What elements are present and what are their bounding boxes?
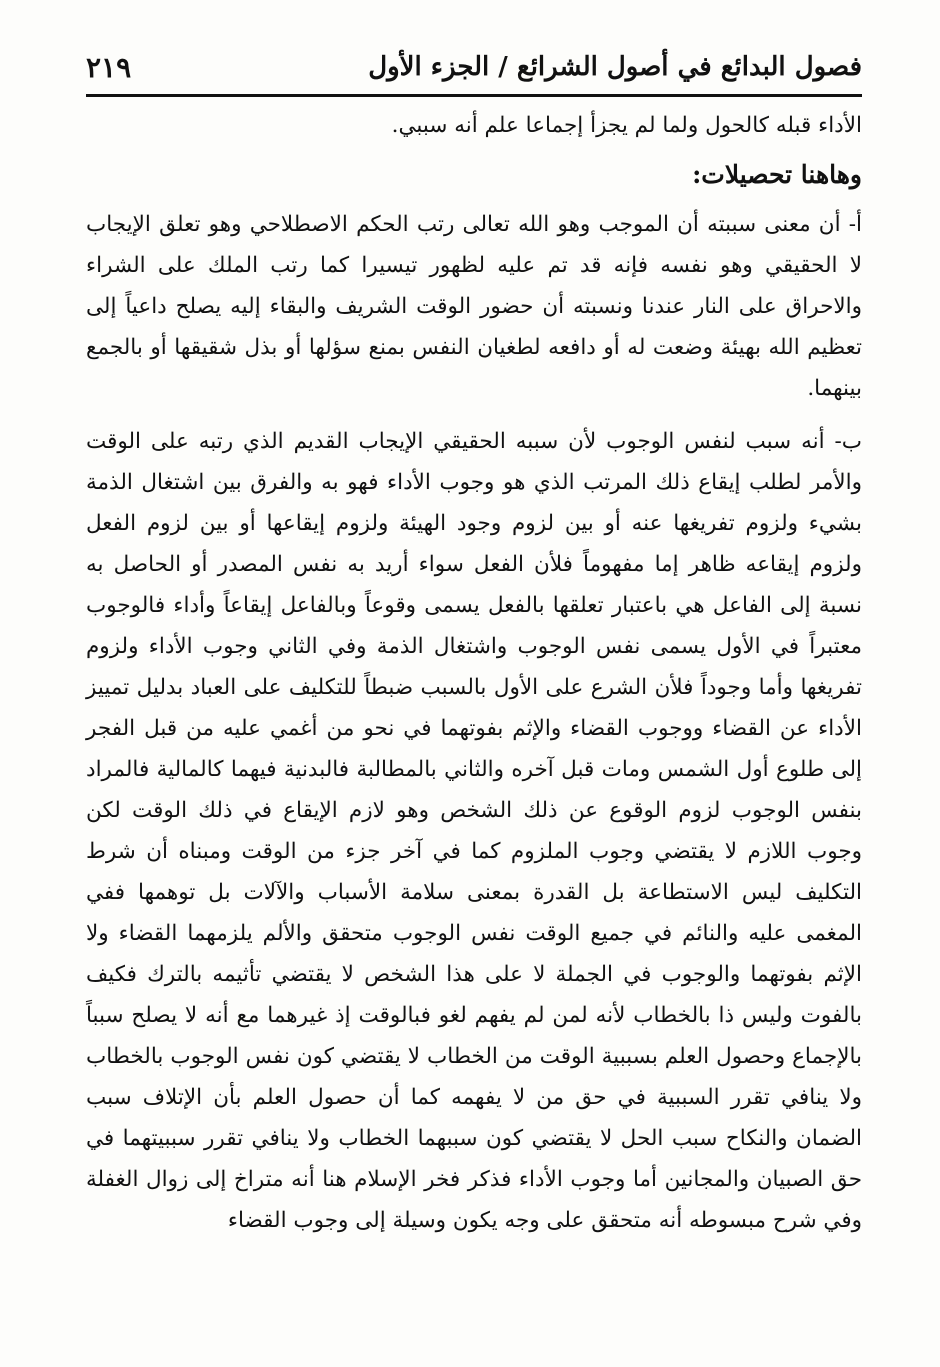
intro-line: الأداء قبله كالحول ولما لم يجزأ إجماعا علم أنه سببي. <box>391 113 862 138</box>
header-rule <box>86 94 862 97</box>
section-heading: وهاهنا تحصيلات: <box>692 160 862 189</box>
paragraph-a: أ- أن معنى سببته أن الموجب وهو الله تعالى رتب الحكم الاصطلاحي وهو تعلق الإيجاب لا الحقيقي وهو نفسه فإنه قد تم عليه لظهور تيسيرا كما رتب الملك على الشراء والاحراق على النار عندنا ونسبته أن حضور الوقت الشريف والبقاء إليه يصلح داعياً إلى تعظيم الله بهيئة وضعت له أو دافعه لطغيان النفس بمنع سؤلها أو بذل شقيقها أو بالجمع بينهما. <box>86 212 862 401</box>
page-number: ٢١٩ <box>86 50 132 84</box>
paragraph-b: ب- أنه سبب لنفس الوجوب لأن سببه الحقيقي الإيجاب القديم الذي رتبه على الوقت والأمر لطلب إيقاع ذلك المرتب الذي هو وجوب الأداء فهو به والفرق بين اشتغال الذمة بشيء ولزوم تفريغها عنه أو بين لزوم وجود الهيئة ولزوم إيقاعها أو بين لزوم الفعل ولزوم إيقاعه ظاهر إما مفهوماً فلأن الفعل سواء أريد به نفس المصدر أو الحاصل به نسبة إلى الفاعل هي باعتبار تعلقها بالفعل يسمى وقوعاً وبالفاعل إيقاعاً وأداء فالوجوب معتبراً في الأول يسمى نفس الوجوب واشتغال الذمة وفي الثاني وجوب الأداء ولزوم تفريغها وأما وجوداً فلأن الشرع على الأول بالسبب ضبطاً للتكليف على العباد بدليل تمييز الأداء عن القضاء ووجوب القضاء والإثم بفوتهما في نحو من أغمي عليه من قبل الفجر إلى طلوع أول الشمس ومات قبل آخره والثاني بالمطالبة فالبدنية فيهما كالمالية فالمراد بنفس الوجوب لزوم الوقوع عن ذلك الشخص وهو لازم الإيقاع في ذلك الوقت لكن وجوب اللازم لا يقتضي وجوب الملزوم كما في آخر جزء من الوقت ومبناه أن شرط التكليف ليس الاستطاعة بل القدرة بمعنى سلامة الأسباب والآلات بل توهمها ففي المغمى عليه والنائم في جميع الوقت نفس الوجوب متحقق والألم يلزمهما القضاء ولا الإثم بفوتهما والوجوب في الجملة لا على هذا الشخص لا يقتضي تأثيمه بالترك فكيف بالفوت وليس ذا بالخطاب لأنه لمن لم يفهم لغو فبالوقت إذ غيرهما مع أنه لا يصلح سبباً بالإجماع وحصول العلم بسببية الوقت من الخطاب لا يقتضي كون نفس الوجوب بالخطاب ولا ينافي تقرر السببية في حق من لا يفهمه كما أن حصول العلم بأن الإتلاف سبب الضمان والنكاح سبب الحل لا يقتضي كون سببهما الخطاب ولا ينافي تقرر سببيتهما في حق الصبيان والمجانين أما وجوب الأداء فذكر فخر الإسلام هنا أنه متراخ إلى زوال الغفلة وفي شرح مبسوطه أنه متحقق على وجه يكون وسيلة إلى وجوب القضاء <box>86 429 862 1233</box>
running-title: فصول البدائع في أصول الشرائع / الجزء الأول <box>368 52 862 82</box>
page-header <box>86 44 862 90</box>
page-body <box>86 105 862 1241</box>
